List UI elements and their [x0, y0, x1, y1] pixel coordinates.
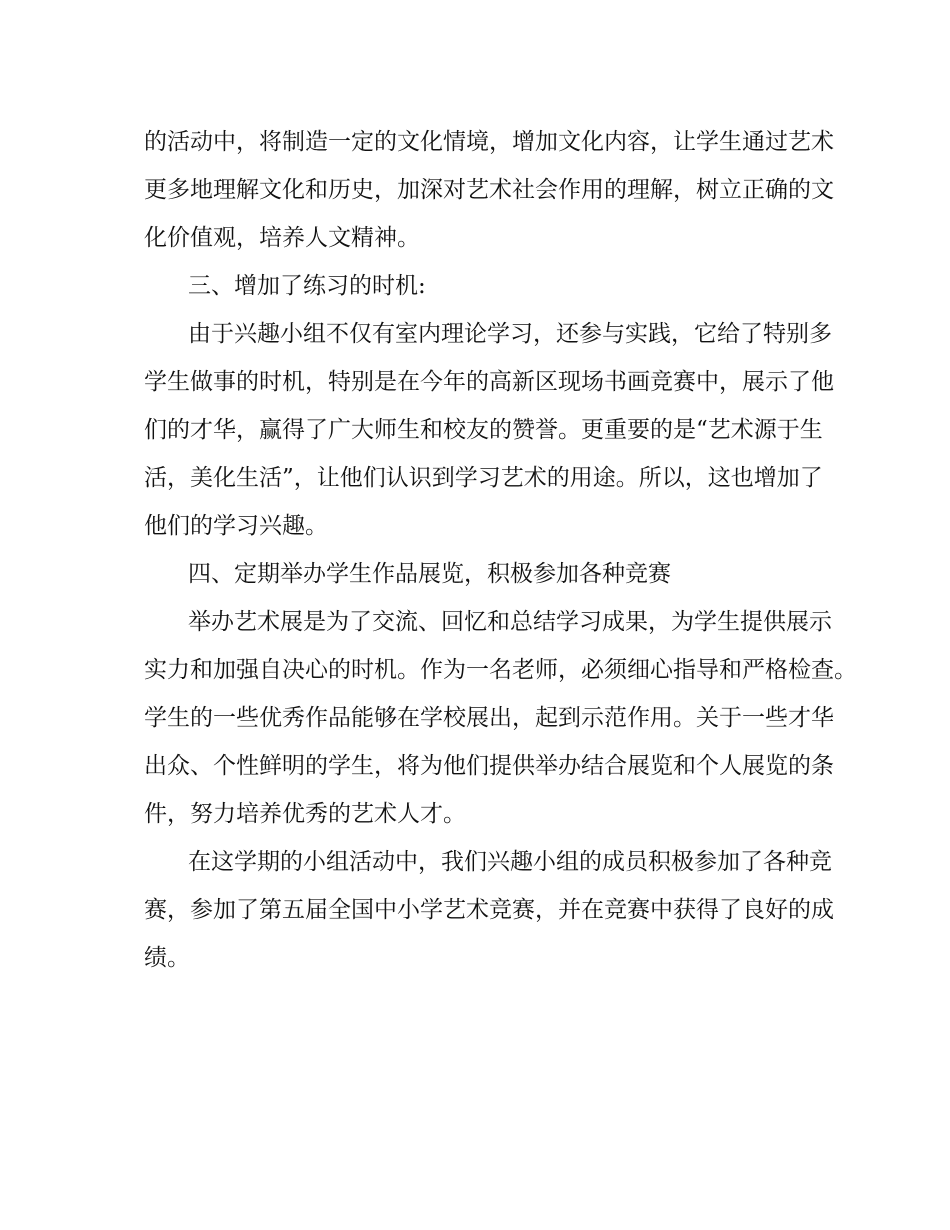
text-line: 赛，参加了第五届全国中小学艺术竞赛，并在竞赛中获得了良好的成 [144, 897, 834, 923]
text-line: 在这学期的小组活动中，我们兴趣小组的成员积极参加了各种竞 [188, 849, 832, 875]
text-line: 件，努力培养优秀的艺术人才。 [144, 801, 466, 827]
text-line: 绩。 [144, 945, 190, 971]
text-line: 实力和加强自决心的时机。作为一名老师，必须细心指导和严格检查。 [144, 657, 857, 683]
text-line: 学生的一些优秀作品能够在学校展出，起到示范作用。关于一些才华 [144, 705, 834, 731]
text-line: 他们的学习兴趣。 [144, 513, 328, 539]
text-line: 学生做事的时机，特别是在今年的高新区现场书画竞赛中，展示了他 [144, 369, 834, 395]
text-line: 们的才华，赢得了广大师生和校友的赞誉。更重要的是“艺术源于生 [144, 417, 823, 443]
text-line: 的活动中，将制造一定的文化情境，增加文化内容，让学生通过艺术 [144, 129, 834, 155]
text-line: 化价值观，培养人文精神。 [144, 225, 420, 251]
section-heading: 四、定期举办学生作品展览，积极参加各种竞赛 [188, 561, 671, 587]
text-line: 举办艺术展是为了交流、回忆和总结学习成果，为学生提供展示 [188, 609, 832, 635]
document-body [144, 118, 857, 982]
text-line: 由于兴趣小组不仅有室内理论学习，还参与实践，它给了特别多 [188, 321, 832, 347]
section-heading: 三、增加了练习的时机: [188, 273, 426, 299]
text-line: 更多地理解文化和历史，加深对艺术社会作用的理解，树立正确的文 [144, 177, 834, 203]
text-line: 活，美化生活”，让他们认识到学习艺术的用途。所以，这也增加了 [144, 465, 823, 491]
text-line: 出众、个性鲜明的学生，将为他们提供举办结合展览和个人展览的条 [144, 753, 834, 779]
